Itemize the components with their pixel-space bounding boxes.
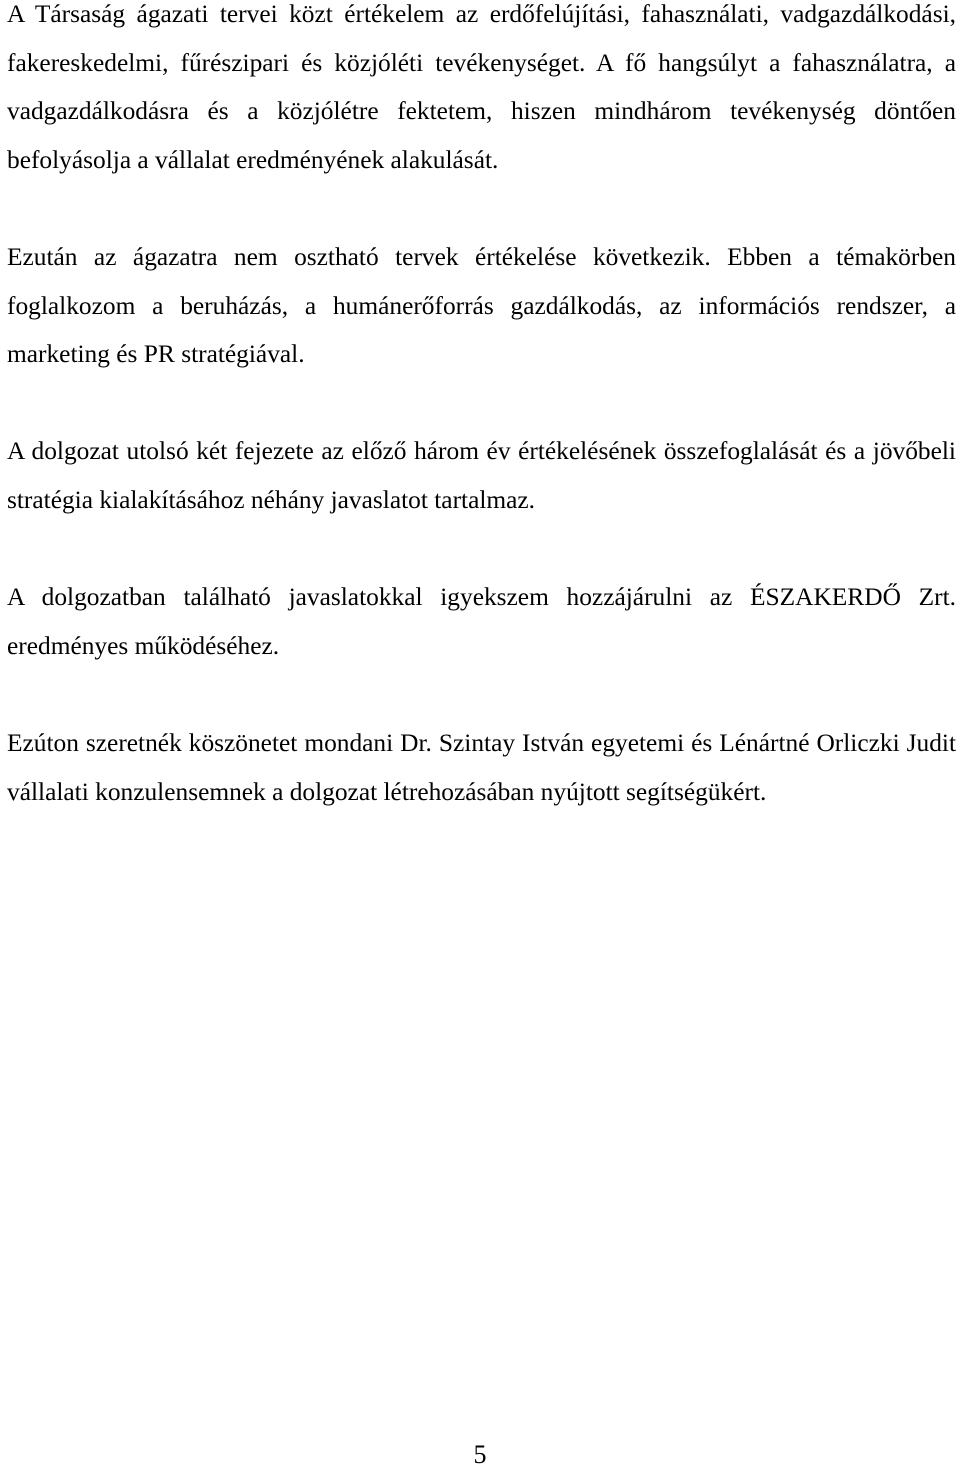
paragraph-acknowledgements: Ezúton szeretnék köszönetet mondani Dr. Szintay István egyetemi és Lénártné Orliczki Judit vállalati konzulensemnek a dolgozat létrehozásában nyújtott segítségükért. bbox=[7, 728, 956, 806]
paragraph-proposals: A dolgozatban található javaslatokkal igyekszem hozzájárulni az ÉSZAKERDŐ Zrt. eredményes működéséhez. bbox=[7, 583, 956, 660]
page-number: 5 bbox=[473, 1440, 487, 1469]
paragraph-sector-plans: A Társaság ágazati tervei közt értékelem az erdőfelújítási, fahasználati, vadgazdálkodási, fakereskedelmi, fűrészipari és közjóléti tevékenységet. A fő hangsúlyt a fahasználatra, a vadgazdálkodásra és a közjólétre fektetem, hiszen mindhárom tevékenység döntően befolyásolja a vállalat eredményének alakulását. bbox=[7, 0, 956, 174]
document-page bbox=[7, 0, 956, 816]
paragraph-final-chapters: A dolgozat utolsó két fejezete az előző három év értékelésének összefoglalását és a jövőbeli stratégia kialakításához néhány javaslatot tartalmaz. bbox=[7, 437, 956, 514]
paragraph-non-sector-plans: Ezután az ágazatra nem osztható tervek értékelése következik. Ebben a témakörben foglalkozom a beruházás, a humánerőforrás gazdálkodás, az információs rendszer, a marketing és PR stratégiával. bbox=[7, 242, 956, 369]
